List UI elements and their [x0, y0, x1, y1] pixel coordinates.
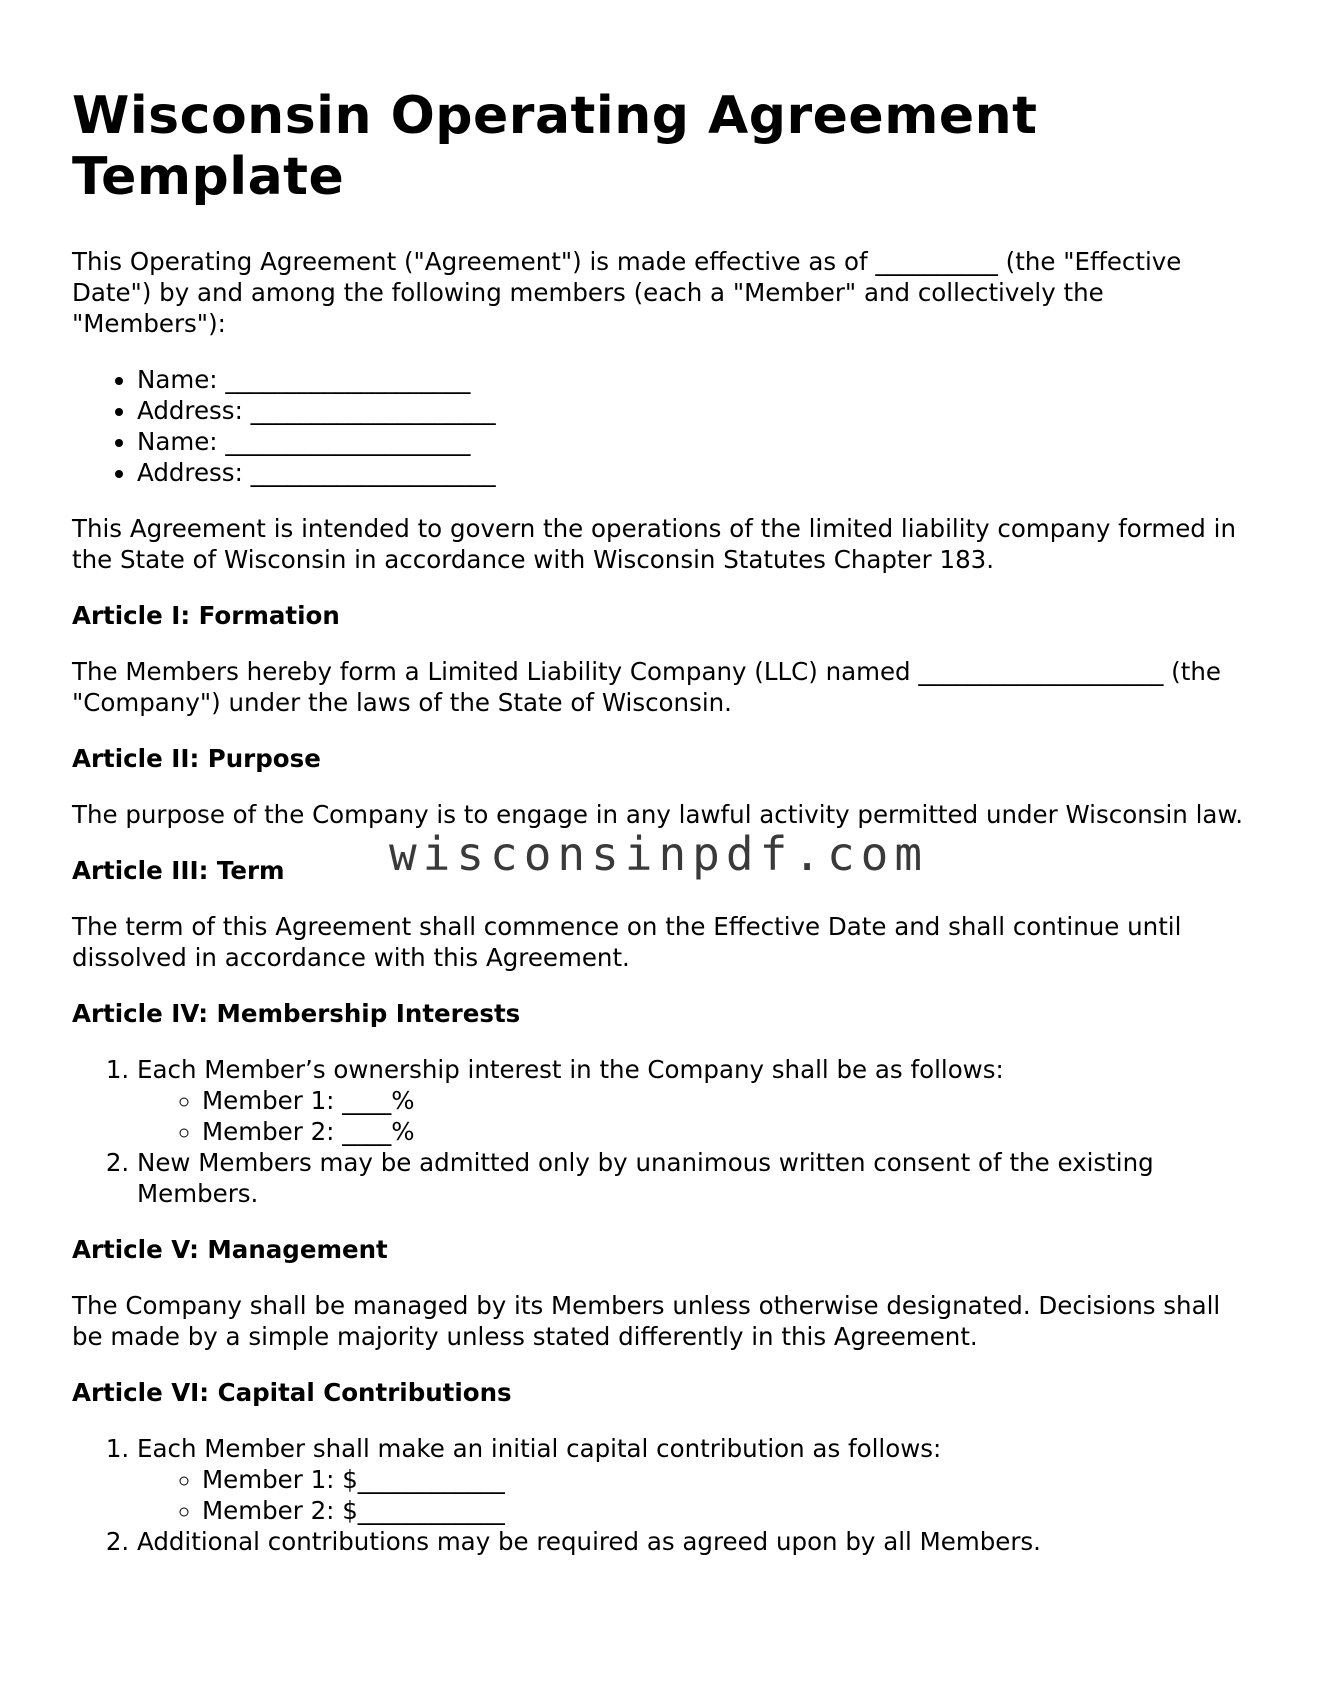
document-page	[72, 86, 1247, 1582]
article-purpose-text: The purpose of the Company is to engage in any lawful activity permitted under Wisconsin law.	[72, 800, 1244, 829]
list-item	[137, 1054, 1247, 1147]
article-formation-text: The Members hereby form a Limited Liability Company (LLC) named ____________________ (the "Company") under the laws of the State of Wisconsin.	[72, 657, 1221, 717]
list-item: • Address: ____________________	[137, 395, 1247, 426]
intro-paragraph: This Operating Agreement ("Agreement") is made effective as of __________ (the "Effective Date") by and among the following members (each a "Member" and collectively the "Members"):	[72, 247, 1182, 338]
list-item	[137, 1433, 1247, 1526]
list-item: ◦ Member 1: ____%	[202, 1085, 1247, 1116]
list-item: 2. New Members may be admitted only by unanimous written consent of the existing Members.	[137, 1147, 1247, 1209]
capital-list	[72, 1433, 1247, 1557]
governing-paragraph: This Agreement is intended to govern the operations of the limited liability company formed in the State of Wisconsin in accordance with Wisconsin Statutes Chapter 183.	[72, 514, 1236, 574]
list-item: 2. Additional contributions may be required as agreed upon by all Members.	[137, 1526, 1247, 1557]
list-item: ◦ Member 2: $____________	[202, 1495, 1247, 1526]
list-item: ◦ Member 2: ____%	[202, 1116, 1247, 1147]
watermark: wisconsinpdf.com	[388, 827, 929, 881]
article-management-text: The Company shall be managed by its Members unless otherwise designated. Decisions shall be made by a simple majority unless stated differently in this Agreement.	[72, 1291, 1221, 1351]
list-item: • Address: ____________________	[137, 457, 1247, 488]
article-formation-heading: Article I: Formation	[72, 601, 340, 630]
article-purpose-heading: Article II: Purpose	[72, 744, 321, 773]
membership-sublist	[137, 1085, 1247, 1147]
document-title: Wisconsin Operating Agreement Template	[72, 86, 1038, 207]
capital-item-1: Each Member shall make an initial capital contribution as follows:	[137, 1434, 942, 1463]
membership-item-1: Each Member’s ownership interest in the Company shall be as follows:	[137, 1055, 1004, 1084]
membership-list	[72, 1054, 1247, 1209]
article-membership-heading: Article IV: Membership Interests	[72, 999, 521, 1028]
article-term-text: The term of this Agreement shall commence on the Effective Date and shall continue until dissolved in accordance with this Agreement.	[72, 912, 1182, 972]
members-list	[72, 364, 1247, 488]
list-item: • Name: ____________________	[137, 364, 1247, 395]
article-term-heading: Article III: Term	[72, 856, 285, 885]
capital-sublist	[137, 1464, 1247, 1526]
article-management-heading: Article V: Management	[72, 1235, 388, 1264]
list-item: • Name: ____________________	[137, 426, 1247, 457]
list-item: ◦ Member 1: $____________	[202, 1464, 1247, 1495]
article-capital-heading: Article VI: Capital Contributions	[72, 1378, 512, 1407]
